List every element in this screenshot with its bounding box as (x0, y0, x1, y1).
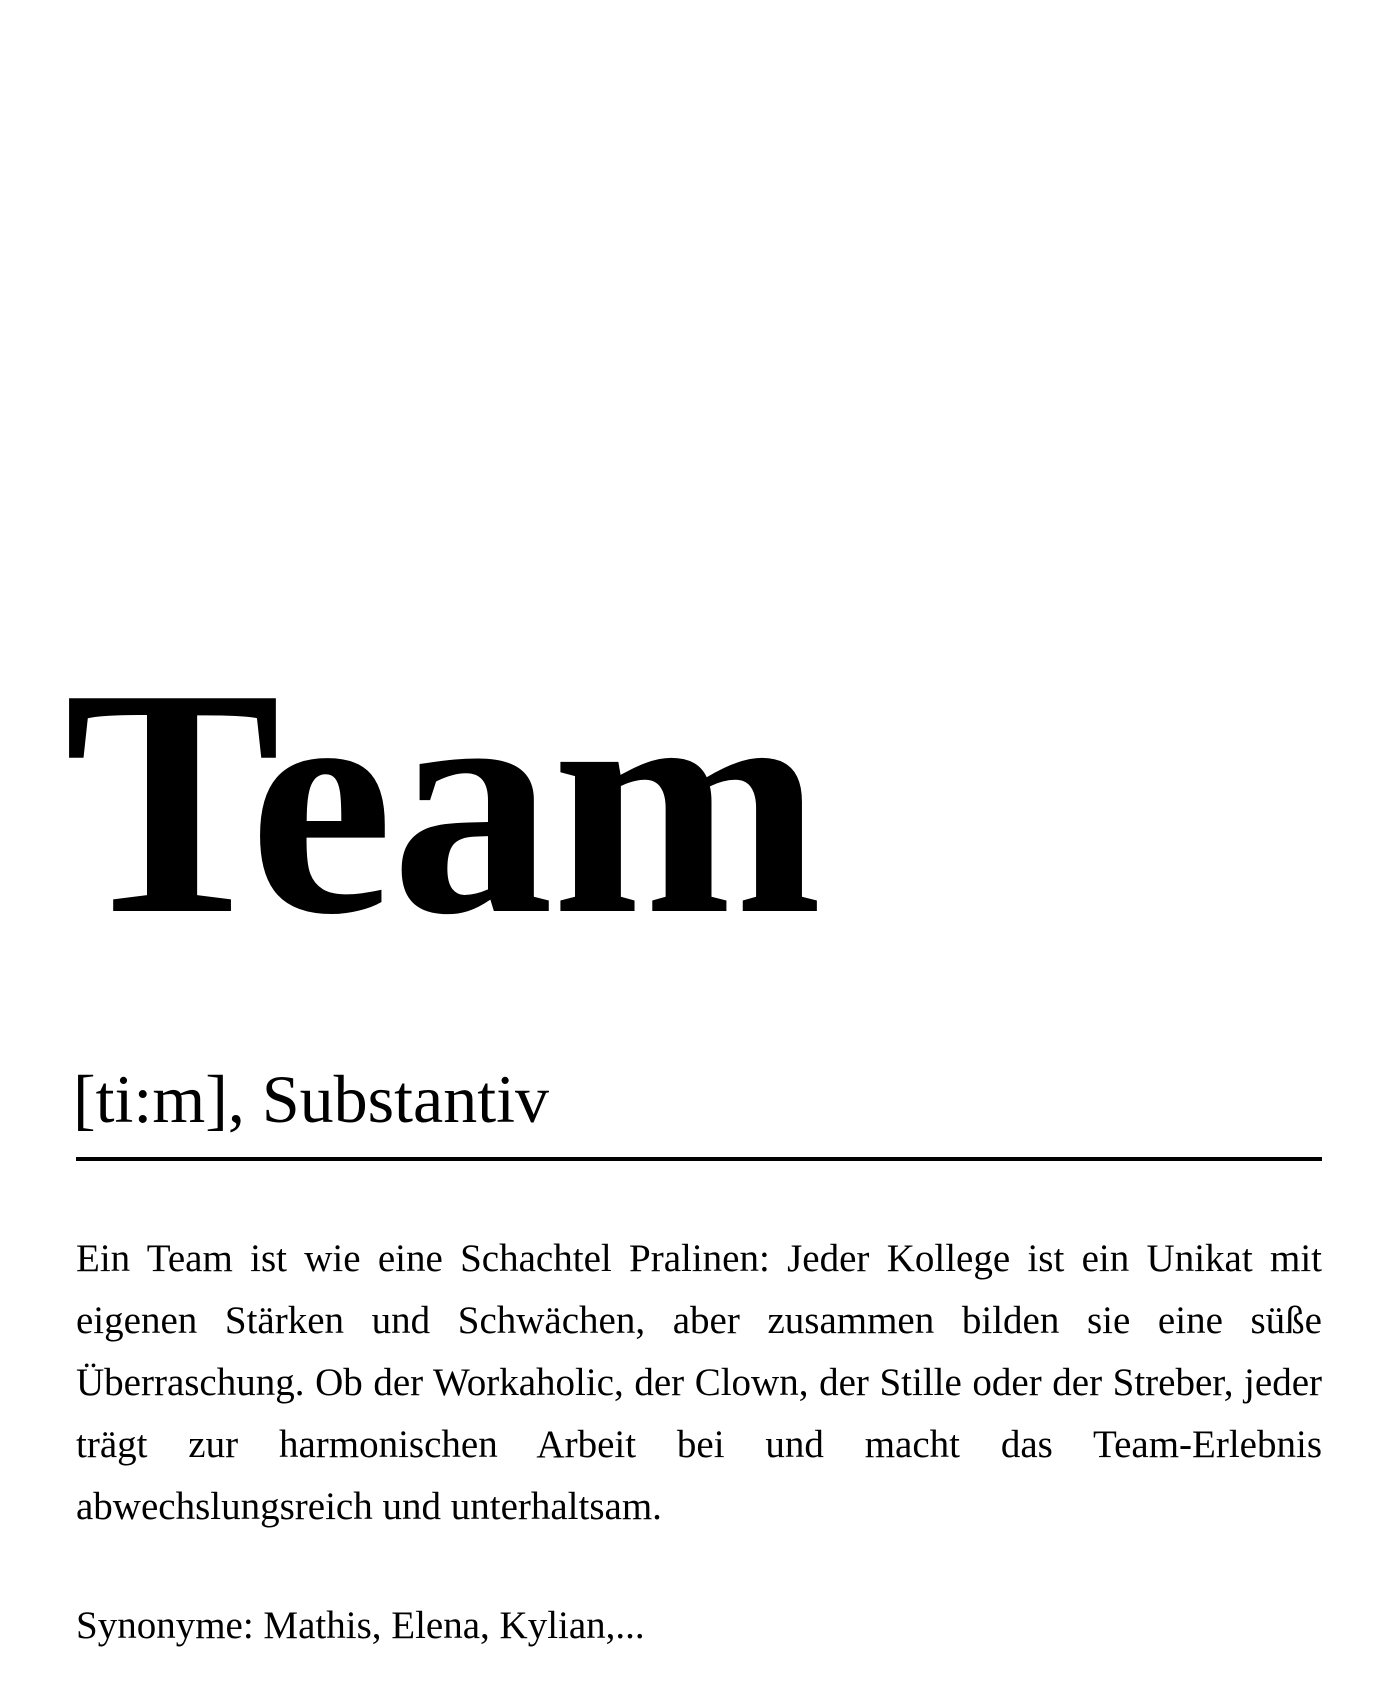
pronunciation-and-word-class: [ti:m], Substantiv (73, 1061, 549, 1137)
definition-paragraph: Ein Team ist wie eine Schachtel Pralinen: Jeder Kollege ist ein Unikat mit eigenen Stärken und Schwächen, aber zusammen bilden sie eine süße Überraschung. Ob der Workaholic, der Clown, der Stille oder der Streber, jeder trägt zur harmonischen Arbeit bei und macht das Team-Erlebnis abwechslungsreich und unterhaltsam. (76, 1237, 1322, 1528)
divider-rule (76, 1157, 1322, 1161)
synonyms-line: Synonyme: Mathis, Elena, Kylian,... (76, 1604, 645, 1647)
headword: Team (64, 622, 821, 982)
